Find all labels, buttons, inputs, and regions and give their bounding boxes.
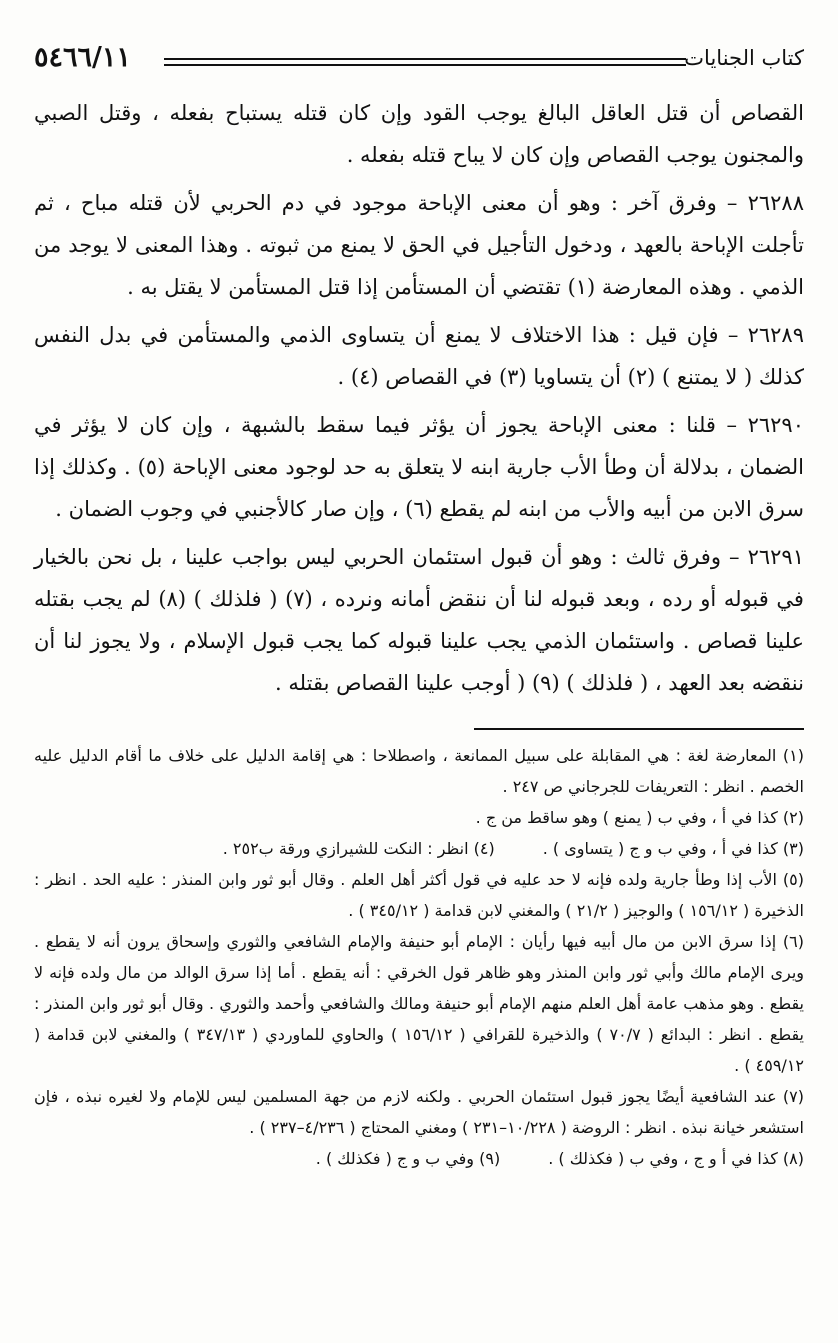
footnote-7: (٧) عند الشافعية أيضًا يجوز قبول استئمان الحربي . ولكنه لازم من جهة المسلمين ليس للإمام ولا لغيره نبذه ، فإن استشعر خيانة نبذه . انظر : الروضة ( ١٠/٢٢٨–٢٣١ ) ومغني المحتاج ( ٤/٢٣٦–٢٣٧ ) . [34, 1087, 804, 1137]
footnote-4: (٤) انظر : النكت للشيرازي ورقة ب٢٥٢ . [222, 839, 495, 858]
paragraph-26289: ٢٦٢٨٩ – فإن قيل : هذا الاختلاف لا يمنع أن يتساوى الذمي والمستأمن في بدل النفس كذلك ( لا يمتنع ) (٢) أن يتساويا (٣) في القصاص (٤) . [34, 323, 804, 389]
paragraph-26288: ٢٦٢٨٨ – وفرق آخر : وهو أن معنى الإباحة موجود في دم الحربي لأن قتله مباح ، ثم تأجلت الإباحة بالعهد ، ودخول التأجيل في الحق لا يمنع من ثبوته . وهذا المعنى لا يوجد من الذمي . وهذه المعارضة (١) تقتضي أن المستأمن إذا قتل المستأمن لا يقتل به . [34, 191, 804, 299]
footnotes [34, 740, 804, 1174]
book-title: كتاب الجنايات [684, 46, 804, 70]
footnote-row-3-4 [34, 833, 804, 864]
page-reference: ٥٤٦٦/١١ [34, 42, 131, 73]
footnote-3: (٣) كذا في أ ، وفي ب و ج ( يتساوى ) . [542, 839, 804, 858]
paragraph-26290: ٢٦٢٩٠ – قلنا : معنى الإباحة يجوز أن يؤثر فيما سقط بالشبهة ، وإن كان لا يؤثر في الضمان ، بدلالة أن وطأ الأب جارية ابنه لا يتعلق به حد لوجود معنى الإباحة (٥) . وكذلك إذا سرق الابن من أبيه والأب من ابنه لم يقطع (٦) ، وإن صار كالأجنبي في وجوب الضمان . [34, 413, 804, 521]
footnote-separator [474, 728, 804, 730]
footnote-row-8-9 [34, 1143, 804, 1174]
main-text [34, 92, 804, 704]
footnote-6: (٦) إذا سرق الابن من مال أبيه فيها رأيان : الإمام أبو حنيفة والإمام الشافعي والثوري وإسحاق يرون أنه لا يقطع . ويرى الإمام مالك وأبي ثور وابن المنذر وهو ظاهر قول الخرقي : أنه يقطع . أما إذا سرق الوالد من مال ولده فإنه لا يقطع . وهو مذهب عامة أهل العلم منهم الإمام أبو حنيفة ومالك والشافعي وأحمد والثوري . وقال أبو ثور وابن المنذر : يقطع . انظر : البدائع ( ٧٠/٧ ) والذخيرة للقرافي ( ١٥٦/١٢ ) والحاوي للماوردي ( ٣٤٧/١٣ ) والمغني لابن قدامة ( ٤٥٩/١٢ ) . [34, 932, 805, 1075]
footnote-5: (٥) الأب إذا وطأ جارية ولده فإنه لا حد عليه في قول أكثر أهل العلم . وقال أبو ثور وابن المنذر : عليه الحد . انظر : الذخيرة ( ١٥٦/١٢ ) والوجيز ( ٢١/٢ ) والمغني لابن قدامة ( ٣٤٥/١٢ ) . [34, 870, 804, 920]
footnote-9: (٩) وفي ب و ج ( فكذلك ) . [315, 1149, 501, 1168]
header-rule [164, 58, 686, 66]
page [34, 40, 804, 1174]
paragraph-26291: ٢٦٢٩١ – وفرق ثالث : وهو أن قبول استئمان الحربي ليس بواجب علينا ، بل نحن بالخيار في قبوله أو رده ، وبعد قبوله لنا أن ننقض أمانه ونرده ، (٧) ( فلذلك ) (٨) لم يجب بقتله علينا قصاص . واستئمان الذمي يجب علينا قبوله كما يجب قبول الإسلام ، ولا يجوز لنا أن ننقضه بعد العهد ، ( فلذلك ) (٩) ( أوجب علينا القصاص بقتله . [34, 545, 804, 695]
running-header [34, 40, 804, 84]
paragraph-continuation: القصاص أن قتل العاقل البالغ يوجب القود وإن كان قتله يستباح بفعله ، وقتل الصبي والمجنون يوجب القصاص وإن كان لا يباح قتله بفعله . [34, 101, 804, 167]
footnote-8: (٨) كذا في أ و ج ، وفي ب ( فكذلك ) . [548, 1149, 804, 1168]
footnote-2: (٢) كذا في أ ، وفي ب ( يمنع ) وهو ساقط من ج . [475, 808, 804, 827]
footnote-1: (١) المعارضة لغة : هي المقابلة على سبيل الممانعة ، واصطلاحا : هي إقامة الدليل على خلاف ما أقام الدليل عليه الخصم . انظر : التعريفات للجرجاني ص ٢٤٧ . [34, 746, 804, 796]
